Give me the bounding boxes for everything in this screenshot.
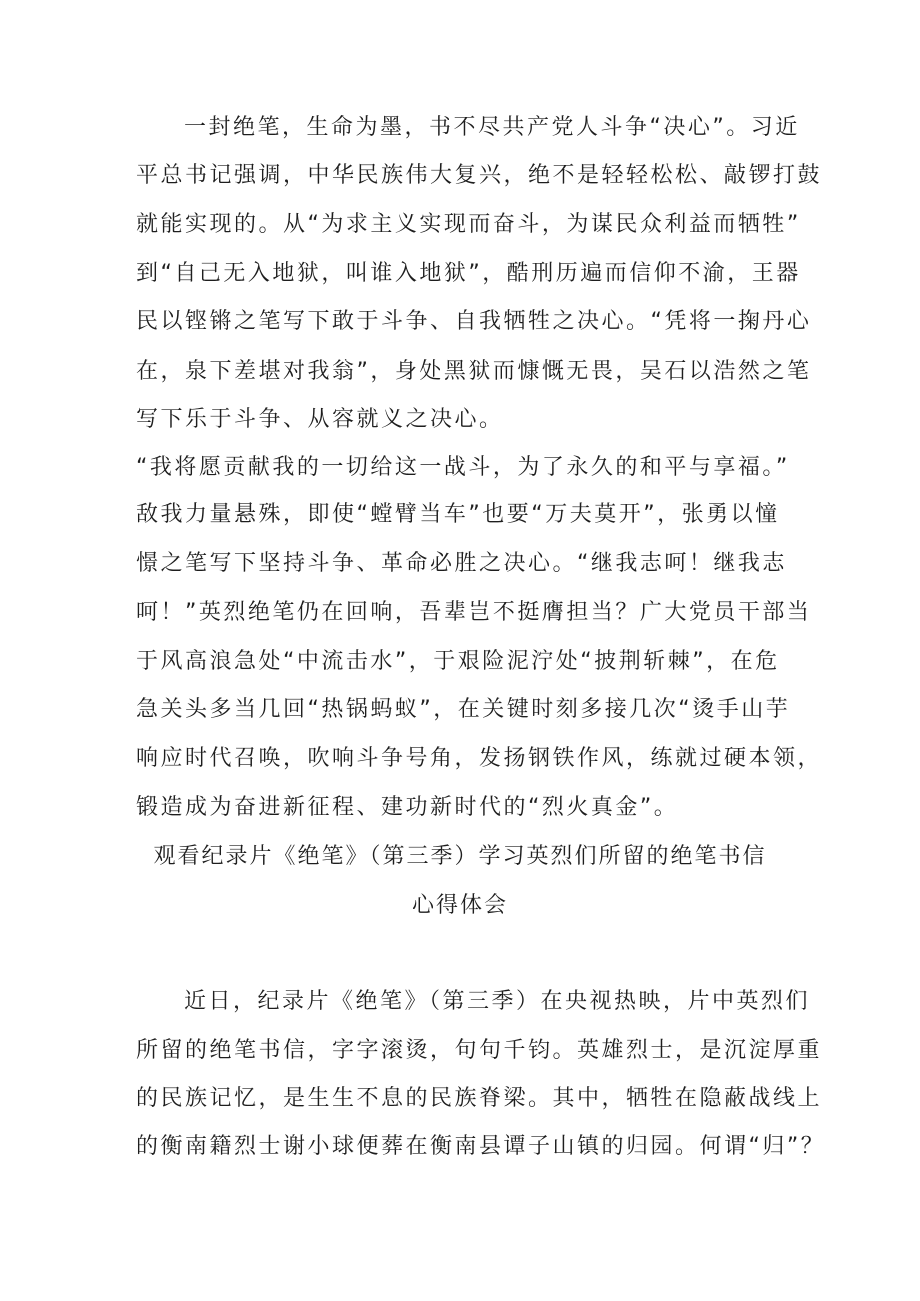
paragraph-line: 所留的绝笔书信，字字滚烫，句句千钧。英雄烈士，是沉淀厚重 — [136, 1038, 823, 1063]
paragraph-line: 的衡南籍烈士谢小球便葬在衡南县谭子山镇的归园。何谓“归”？ — [136, 1134, 826, 1159]
paragraph-line: 呵！”英烈绝笔仍在回响，吾辈岂不挺膺担当？广大党员干部当 — [136, 600, 812, 625]
paragraph-line: 民以铿锵之笔写下敢于斗争、自我牺牲之决心。“凭将一掬丹心 — [136, 309, 812, 334]
paragraph-line: 敌我力量悬殊，即使“螳臂当车”也要“万夫莫开”，张勇以憧 — [136, 502, 780, 527]
paragraph-line: 的民族记忆，是生生不息的民族脊梁。其中，牺牲在隐蔽战线上 — [136, 1086, 823, 1111]
paragraph-line: 在，泉下差堪对我翁”，身处黑狱而慷慨无畏，吴石以浩然之笔 — [136, 359, 812, 384]
paragraph-line: “我将愿贡献我的一切给这一战斗，为了永久的和平与享福。” — [136, 455, 790, 480]
paragraph-line: 响应时代召唤，吹响斗争号角，发扬钢铁作风，练就过硬本领， — [136, 746, 823, 771]
paragraph-line: 于风高浪急处“中流击水”，于艰险泥泞处“披荆斩棘”，在危 — [136, 649, 780, 674]
paragraph-line: 急关头多当几回“热锅蚂蚁”，在关键时刻多接几次“烫手山芋 — [136, 697, 791, 722]
article-title: 观看纪录片《绝笔》（第三季）学习英烈们所留的绝笔书信 — [153, 844, 767, 869]
paragraph-line: 写下乐于斗争、从容就义之决心。 — [136, 407, 504, 432]
paragraph-line: 近日，纪录片《绝笔》（第三季）在央视热映，片中英烈们 — [184, 989, 811, 1014]
paragraph-line: 一封绝笔，生命为墨，书不尽共产党人斗争“决心”。习近 — [184, 115, 800, 140]
article-subtitle: 心得体会 — [411, 893, 508, 918]
paragraph-line: 锻造成为奋进新征程、建功新时代的“烈火真金”。 — [136, 795, 679, 820]
paragraph-line: 就能实现的。从“为求主义实现而奋斗，为谋民众利益而牺牲” — [136, 212, 801, 237]
paragraph-line: 憬之笔写下坚持斗争、革命必胜之决心。“继我志呵！继我志 — [136, 551, 787, 576]
paragraph-line: 平总书记强调，中华民族伟大复兴，绝不是轻轻松松、敲锣打鼓 — [136, 163, 823, 188]
paragraph-line: 到“自己无入地狱，叫谁入地狱”，酷刑历遍而信仰不渝，王器 — [136, 261, 801, 286]
